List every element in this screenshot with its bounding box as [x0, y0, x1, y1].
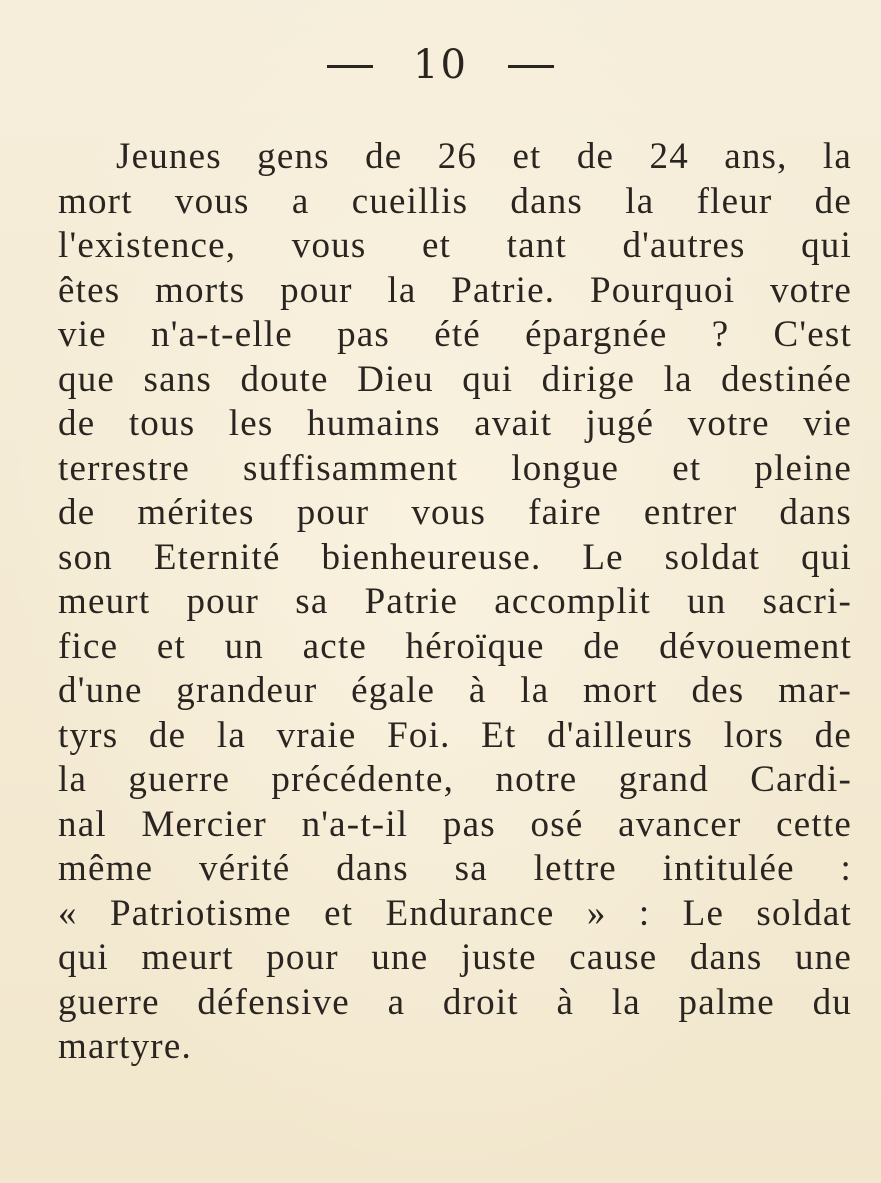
text-line: Jeunes gens de 26 et de 24 ans, la: [116, 136, 852, 177]
right-dash: [508, 65, 554, 68]
text-line: la guerre précédente, notre grand Cardi-: [58, 759, 852, 800]
page-number-header: [0, 42, 881, 88]
body-paragraph: [58, 135, 852, 1070]
text-line: que sans doute Dieu qui dirige la destinée: [58, 358, 852, 400]
text-line: fice et un acte héroïque de dévouement: [58, 625, 852, 667]
text-line: guerre défensive a droit à la palme du: [58, 981, 852, 1023]
text-line: meurt pour sa Patrie accomplit un sacri-: [58, 581, 852, 622]
text-line: de mérites pour vous faire entrer dans: [58, 492, 852, 533]
text-line: nal Mercier n'a-t-il pas osé avancer cette: [58, 803, 852, 845]
text-line: êtes morts pour la Patrie. Pourquoi votre: [58, 269, 852, 311]
page-number: 10: [413, 42, 468, 88]
text-line: « Patriotisme et Endurance » : Le soldat: [58, 892, 852, 934]
left-dash: [327, 65, 373, 68]
text-line: l'existence, vous et tant d'autres qui: [58, 225, 852, 266]
text-line: de tous les humains avait jugé votre vie: [58, 403, 852, 444]
text-line: qui meurt pour une juste cause dans une: [58, 937, 852, 978]
text-line: tyrs de la vraie Foi. Et d'ailleurs lors de: [58, 714, 852, 756]
text-line: martyre.: [58, 1026, 192, 1067]
text-line: vie n'a-t-elle pas été épargnée ? C'est: [58, 314, 852, 355]
text-line: son Eternité bienheureuse. Le soldat qui: [58, 536, 852, 578]
text-line: d'une grandeur égale à la mort des mar-: [58, 670, 852, 711]
text-line: même vérité dans sa lettre intitulée :: [58, 848, 852, 889]
text-line: mort vous a cueillis dans la fleur de: [58, 180, 852, 222]
text-line: terrestre suffisamment longue et pleine: [58, 447, 852, 489]
